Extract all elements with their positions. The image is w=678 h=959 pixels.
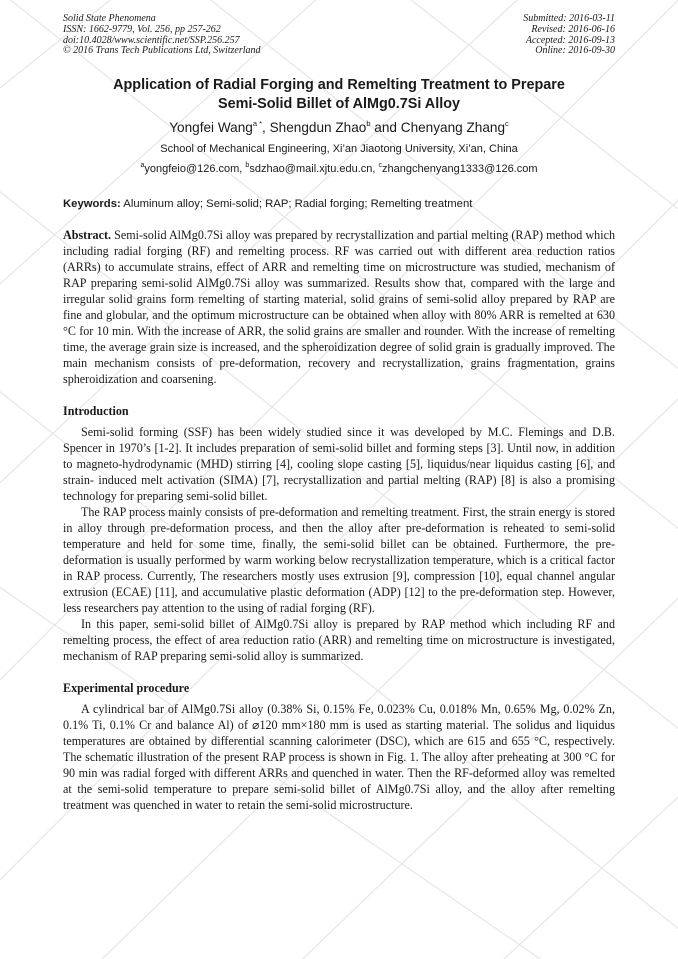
- author-emails: [63, 162, 615, 176]
- online-date: Online: 2016-09-30: [535, 45, 615, 57]
- journal-header: [63, 14, 615, 57]
- affiliation: School of Mechanical Engineering, Xi’an Jiaotong University, Xi’an, China: [160, 143, 518, 156]
- author-marker: a *: [252, 118, 263, 128]
- keywords-text: Aluminum alloy; Semi-solid; RAP; Radial forging; Remelting treatment: [120, 198, 473, 211]
- author-marker: b: [366, 118, 371, 128]
- section-heading-introduction: Introduction: [63, 404, 129, 419]
- email-link[interactable]: yongfeio@126.com,: [144, 163, 246, 176]
- author-name: , Shengdun Zhao: [262, 120, 367, 136]
- abstract-label: Abstract.: [63, 228, 112, 243]
- email-link[interactable]: sdzhao@mail.xjtu.edu.cn,: [249, 163, 379, 176]
- submitted-date: Submitted: 2016-03-11: [523, 13, 615, 24]
- intro-paragraph-3: In this paper, semi-solid billet of AlMg0.7Si alloy is prepared by RAP method which including RF and remelting process, the effect of area reduction ratio (ARR) and remelting time on microstructure is investigated, mechanism of RAP preparing semi-solid alloy is summarized.: [63, 617, 615, 664]
- accepted-date: Accepted: 2016-09-13: [525, 34, 615, 46]
- section-heading-experimental: Experimental procedure: [63, 681, 190, 696]
- author-name: Yongfei Wang: [169, 120, 253, 136]
- email-marker: a: [140, 161, 145, 169]
- intro-paragraph-1: Semi-solid forming (SSF) has been widely studied since it was developed by M.C. Flemings and D.B. Spencer in 1970’s [1-2]. It includes preparation of semi-solid billet and forming steps [3]. Until now, in addition to magneto-hydrodynamic (MHD) stirring [4], cooling slope casting [5], liquidus/near liquidus casting [6], and strain- induced melt activation (SIMA) [7], recrystallization and partial melting (RAP) [8] is also a promising technology for preparing semi-solid billet.: [63, 425, 615, 504]
- experimental-paragraph-1: A cylindrical bar of AlMg0.7Si alloy (0.38% Si, 0.15% Fe, 0.023% Cu, 0.018% Mn, 0.65% Mg, 0.02% Zn, 0.1% Ti, 0.1% Cr and balance Al) of ⌀120 mm×180 mm is used as starting material. The solidus and liquidus temperatures are obtained by differential scanning calorimeter (DSC), which are 615 and 655 °C, respectively. The schematic illustration of the present RAP process is shown in Fig. 1. The alloy after preheating at 300 °C for 90 min was radial forged with different ARRs and quenched in water. Then the RF-deformed alloy was remelted at the semi-solid temperature to prepare semi-solid billet of AlMg0.7Si alloy, and the alloy after remelting treatment was quenched in water to retain the semi-solid microstructure.: [63, 702, 615, 813]
- paper-title: [63, 76, 615, 113]
- title-line-1: Application of Radial Forging and Remelting Treatment to Prepare: [113, 77, 565, 94]
- journal-name: Solid State Phenomena: [63, 13, 156, 24]
- email-marker: b: [245, 161, 250, 169]
- keywords-label: Keywords:: [63, 198, 121, 211]
- publication-dates: [523, 14, 615, 57]
- email-link[interactable]: zhangchenyang1333@126.com: [382, 163, 538, 176]
- intro-paragraph-2: The RAP process mainly consists of pre-deformation and remelting treatment. First, the strain energy is stored in alloy through pre-deformation process, and then the alloy after pre-deformation is reheated to semi-solid temperature and held for some time, finally, the semi-solid billet can be obtained. Furthermore, the pre-deformation is usually performed by warm working below recrystallization temperature, which is a critical factor in RAP process. Currently, The researchers mostly uses extrusion [9], compression [10], equal channel angular extrusion (ECAE) [11], and accumulative plastic deformation (ADP) [12] to the pre-deformation step. However, less researchers pay attention to the using of radial forging (RF).: [63, 505, 615, 616]
- issn-line: ISSN: 1662-9779, Vol. 256, pp 257-262: [63, 23, 221, 35]
- email-marker: c: [378, 161, 383, 169]
- revised-date: Revised: 2016-06-16: [531, 23, 615, 35]
- abstract: [63, 227, 615, 387]
- copyright-line: © 2016 Trans Tech Publications Ltd, Switzerland: [63, 45, 261, 57]
- keywords: [63, 197, 615, 211]
- author-marker: c: [505, 118, 509, 128]
- journal-info: [63, 14, 261, 57]
- title-line-2: Semi-Solid Billet of AlMg0.7Si Alloy: [217, 95, 460, 112]
- abstract-text: Semi-solid AlMg0.7Si alloy was prepared by recrystallization and partial melting (RAP) method which including radial forging (RF) and remelting process. RF was carried out with different area reduction ratios (ARRs) to accumulate strains, effect of ARR and remelting time on microstructure was studied, mechanism of RAP preparing semi-solid AlMg0.7Si alloy was summarized. Results show that, compared with the large and irregular solid grains form remelting of starting material, solid grains of semi-solid alloy prepared by RAP are fine and globular, and the optimum microstructure can be obtained when alloy with 80% ARR is remelted at 630 °C for 10 min. With the increase of ARR, the solid grains are smaller and rounder. With the increase of remelting time, the average grain size is increased, and the spheroidization degree of solid grain is gradually improved. The main mechanism consists of pre-deformation, recovery and recrystallization, grains fragmentation, grains spheroidization and coarsening.: [63, 228, 615, 387]
- doi-line: doi:10.4028/www.scientific.net/SSP.256.257: [63, 34, 240, 46]
- author-list: [63, 119, 615, 136]
- author-name: and Chenyang Zhang: [370, 120, 506, 136]
